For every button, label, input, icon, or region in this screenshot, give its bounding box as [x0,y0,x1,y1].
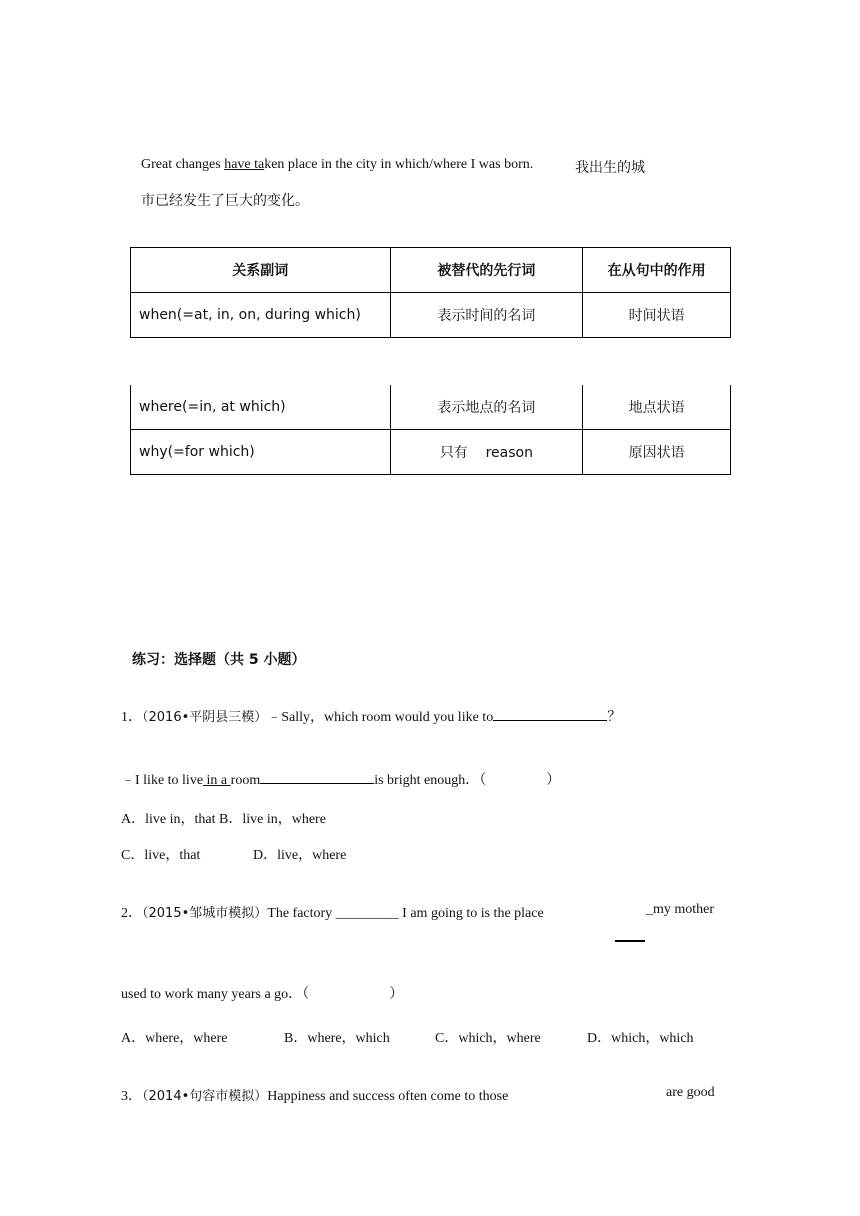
question-2-line-2 [121,983,403,1003]
table-row [131,430,731,475]
question-2-option-d[interactable]: D．which，which [587,1031,694,1046]
question-3-stem [121,1085,508,1105]
answer-blank[interactable] [260,771,374,784]
question-text: used to work many years a go．（ [121,987,310,1002]
table-cell: 原因状语 [583,430,731,475]
intro-line-1 [141,157,533,173]
relative-adverb-table-continued [130,385,731,475]
answer-blank[interactable] [493,708,607,721]
question-text: ） [546,773,561,788]
question-1-stem [121,706,621,726]
table-cell: 地点状语 [583,385,731,430]
question-1-line-2 [121,769,560,789]
table-header: 在从句中的作用 [583,248,731,293]
question-text: ？ [607,710,622,725]
intro-text: Great changes [141,157,225,172]
question-2-option-a[interactable]: A．where，where [121,1031,228,1046]
table-header-row [131,248,731,293]
question-3-stem-end: are good [666,1085,715,1100]
intro-chinese: 我出生的城 [575,160,645,176]
question-number: 2． [121,906,142,921]
question-text: ﹣I like to live [121,773,204,788]
question-text: ﹣Sally，which room would you like to [267,710,494,725]
question-text: room [230,773,261,788]
intro-text: ken place in the city in which/where I was born. [264,157,534,172]
answer-blank[interactable] [615,940,645,942]
question-text: The factory _________ I am going to is the place [267,906,544,921]
table-row [131,385,731,430]
question-number: 1． [121,710,142,725]
question-2-option-c[interactable]: C．which，where [435,1031,541,1046]
question-1-option-d[interactable]: D．live，where [253,848,347,863]
question-2-option-b[interactable]: B．where，which [284,1031,390,1046]
question-text: is bright enough．（ [374,773,487,788]
question-2-stem [121,902,544,922]
relative-adverb-table [130,247,731,338]
table-cell: 只有 reason [390,430,583,475]
table-header: 关系副词 [131,248,391,293]
table-cell: when(=at, in, on, during which) [131,293,391,338]
question-source: （2016•平阴县三模） [142,710,268,725]
question-text: ） [389,987,404,1002]
table-cell: 时间状语 [583,293,731,338]
table-cell: 表示地点的名词 [390,385,583,430]
table-header: 被替代的先行词 [390,248,583,293]
question-source: （2014•句容市模拟） [142,1089,268,1104]
exercise-title: 练习：选择题（共 5 小题） [132,652,306,668]
question-source: （2015•邹城市模拟） [142,906,268,921]
table-cell: why(=for which) [131,430,391,475]
question-1-option-c[interactable]: C．live，that [121,848,201,863]
table-cell: 表示时间的名词 [390,293,583,338]
question-text: Happiness and success often come to those [267,1089,509,1104]
table-cell: where(=in, at which) [131,385,391,430]
intro-underlined: have ta [224,157,265,172]
question-1-option-ab[interactable]: A．live in，that B．live in，where [121,812,326,827]
question-underlined: in a [203,773,231,788]
table-row [131,293,731,338]
question-number: 3． [121,1089,142,1104]
intro-line-2: 市已经发生了巨大的变化。 [141,193,309,209]
question-2-stem-end: _my mother [646,902,715,917]
